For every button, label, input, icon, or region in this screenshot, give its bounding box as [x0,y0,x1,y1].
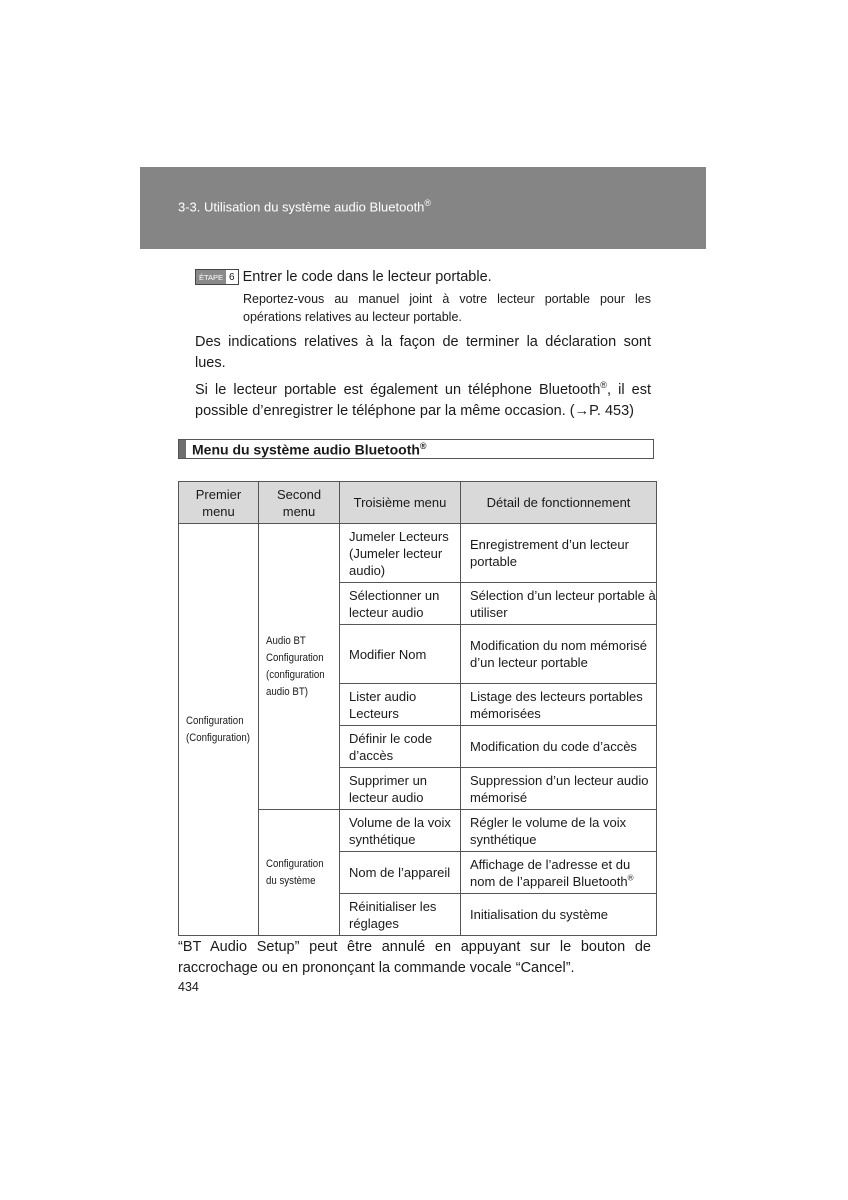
section-title: Menu du système audio Bluetooth® [192,441,427,458]
detail-cell: Enregistrement d’un lecteur portable [461,524,657,583]
section-marker [179,440,186,458]
third-menu-cell: Supprimer un lecteur audio [340,768,461,810]
section-header-title: 3-3. Utilisation du système audio Bluetooth® [178,198,432,215]
section-header [140,167,706,249]
third-menu-cell: Nom de l’appareil [340,852,461,894]
detail-cell: Initialisation du système [461,894,657,936]
step-number: 6 [226,270,238,284]
detail-cell: Sélection d’un lecteur portable à utiliser [461,583,657,625]
paragraph-2: Si le lecteur portable est également un téléphone Bluetooth®, il est possible d’enregistrer le téléphone par la même occasion. (→P. 453) [195,380,652,419]
detail-cell: Modification du nom mémorisé d’un lecteur portable [461,625,657,684]
table-row [179,524,657,583]
header-premier-menu: Premier menu [179,482,259,524]
second-menu-cell: Audio BT Configuration (configuration audio BT) [259,524,340,810]
header-troisieme-menu: Troisième menu [340,482,461,524]
detail-cell: Affichage de l’adresse et du nom de l’appareil Bluetooth® [461,852,657,894]
third-menu-cell: Lister audio Lecteurs [340,684,461,726]
header-second-menu: Second menu [259,482,340,524]
detail-cell: Régler le volume de la voix synthétique [461,810,657,852]
first-menu-cell: Configuration (Configuration) [179,524,259,936]
paragraph-1: Des indications relatives à la façon de terminer la déclaration sont lues. [195,334,651,371]
step-badge [195,269,239,285]
menu-table [178,481,657,936]
step-line [195,269,492,285]
detail-cell: Modification du code d’accès [461,726,657,768]
step-text: Entrer le code dans le lecteur portable. [242,269,492,285]
third-menu-cell: Réinitialiser les réglages [340,894,461,936]
third-menu-cell: Définir le code d’accès [340,726,461,768]
page-number: 434 [178,980,199,994]
section-title-bar [178,439,654,459]
table-header-row [179,482,657,524]
step-label: ÉTAPE [196,270,226,284]
detail-cell: Listage des lecteurs portables mémorisées [461,684,657,726]
arrow-icon: → [574,403,590,419]
third-menu-cell: Jumeler Lecteurs (Jumeler lecteur audio) [340,524,461,583]
detail-cell: Suppression d’un lecteur audio mémorisé [461,768,657,810]
third-menu-cell: Volume de la voix synthétique [340,810,461,852]
step-note: Reportez-vous au manuel joint à votre lecteur portable pour les opérations relatives au lecteur portable. [243,292,651,324]
second-menu-cell: Configuration du système [259,810,340,936]
third-menu-cell: Sélectionner un lecteur audio [340,583,461,625]
third-menu-cell: Modifier Nom [340,625,461,684]
header-detail: Détail de fonctionnement [461,482,657,524]
footer-paragraph: “BT Audio Setup” peut être annulé en appuyant sur le bouton de raccrochage ou en prononçant la commande vocale “Cancel”. [178,939,651,976]
